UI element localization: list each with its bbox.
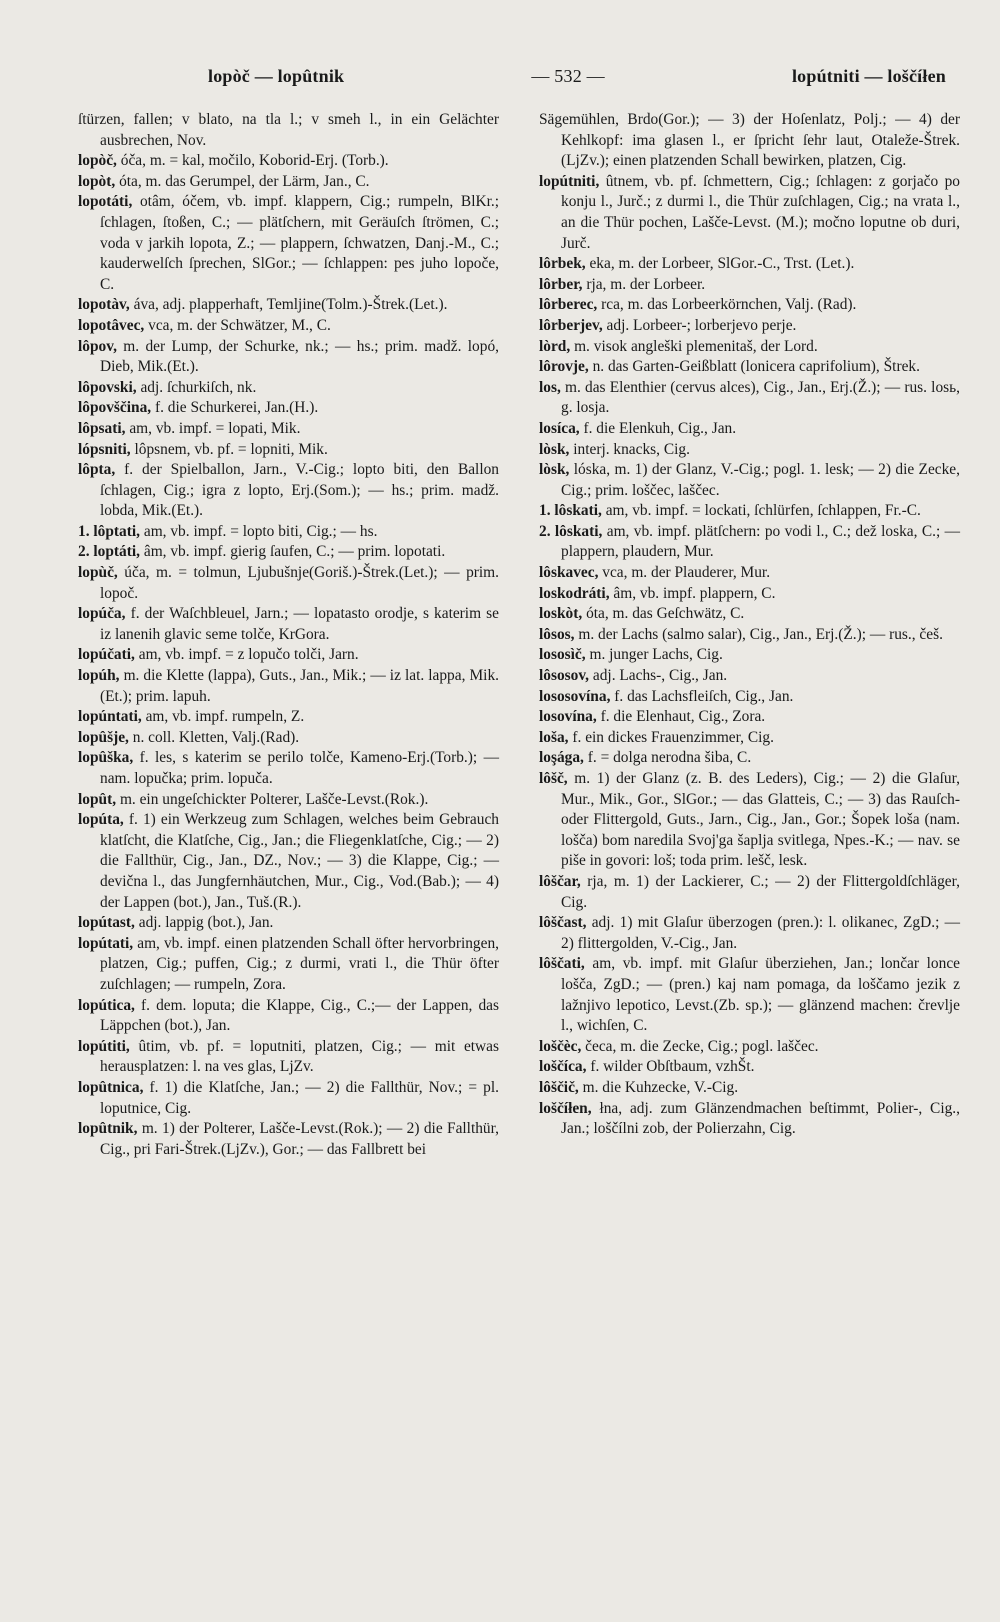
dictionary-entry: [539, 522, 960, 563]
entry-definition: âm, vb. impf. gierig ſaufen, C.; — prim. lopotati.: [143, 543, 446, 561]
dictionary-entry: [539, 645, 960, 666]
entry-definition: úča, m. = tolmun, Ljubušnje(Goriš.)-Štrek.(Let.); — prim. lopoč.: [100, 564, 499, 602]
entry-definition: f. dem. loputa; die Klappe, Cig., C.;— der Lappen, das Läppchen (bot.), Jan.: [100, 996, 499, 1035]
dictionary-entry: [539, 563, 960, 584]
entry-definition: m. die Klette (lappa), Guts., Jan., Mik.; — iz lat. lappa, Mik.(Et.); prim. lapuh.: [100, 667, 499, 705]
dictionary-entry: [78, 295, 499, 316]
entry-headword: loščíca,: [539, 1058, 587, 1076]
entry-definition: m. der Lachs (salmo salar), Cig., Jan., Erj.(Ž.); — rus., češ.: [578, 625, 943, 643]
entry-headword: lôrbek,: [539, 255, 586, 273]
entry-definition: interj. knacks, Cig.: [573, 440, 690, 458]
header-right-guideword: lopútniti — loščíłen: [791, 66, 946, 86]
entry-headword: lopúta,: [78, 811, 124, 829]
entry-headword: lopòč,: [78, 152, 117, 170]
dictionary-entry: [78, 913, 499, 934]
entry-headword: lòrd,: [539, 337, 571, 355]
dictionary-entry: [539, 172, 960, 254]
entry-headword: lôpta,: [78, 461, 116, 479]
dictionary-entry: [539, 604, 960, 625]
entry-definition: am, vb. impf. = lopto biti, Cig.; — hs.: [143, 522, 378, 540]
entry-definition: adj. Lorbeer-; lorberjevo perje.: [606, 316, 797, 334]
entry-headword: los,: [539, 378, 561, 396]
entry-definition: vca, m. der Plauderer, Mur.: [602, 564, 771, 582]
entry-definition: m. ein ungeſchickter Polterer, Lašče-Levst.(Rok.).: [119, 790, 429, 808]
dictionary-entry: [539, 872, 960, 913]
dictionary-entry: [539, 337, 960, 358]
entry-definition: rja, m. 1) der Lackierer, C.; — 2) der Flittergoldſchläger, Cig.: [561, 872, 960, 911]
dictionary-entry: [539, 501, 960, 522]
entry-headword: lososovína,: [539, 687, 611, 705]
entry-definition: f. der Spielballon, Jarn., V.-Cig.; lopto biti, den Ballon ſchlagen, Cig.; igra z lopto, Erj.(Som.); — hs.; prim. madž. lobda, Mik.(Et.).: [100, 461, 499, 520]
dictionary-entry: [539, 419, 960, 440]
entry-headword: loščèc,: [539, 1037, 582, 1055]
entry-headword: lopùč,: [78, 564, 118, 582]
entry-headword: lôpovščina,: [78, 399, 152, 417]
entry-headword: lopotáti,: [78, 193, 133, 211]
entry-headword: lôrberjev,: [539, 316, 603, 334]
entry-definition: óta, m. das Geſchwätz, C.: [586, 605, 745, 623]
entry-headword: lopòt,: [78, 172, 116, 190]
entry-definition: f. der Waſchbleuel, Jarn.; — lopatasto orodje, s katerim se iz lanenih glavic seme tolče, KrGora.: [100, 605, 499, 643]
left-column: [78, 110, 499, 1160]
entry-definition: ûtim, vb. pf. = loputniti, platzen, Cig.; — mit etwas herausplatzen: l. na ves glas, LjZv.: [100, 1037, 499, 1076]
entry-definition: f. die Elenkuh, Cig., Jan.: [583, 419, 737, 437]
entry-definition: lôpsnem, vb. pf. = lopniti, Mik.: [134, 440, 328, 458]
dictionary-entry: [78, 378, 499, 399]
entry-definition: óta, m. das Gerumpel, der Lärm, Jan., C.: [119, 172, 370, 190]
dictionary-entry: [539, 378, 960, 419]
header-left-guideword: lopòč — lopûtnik: [208, 66, 345, 86]
dictionary-entry: [539, 954, 960, 1036]
dictionary-entry: [539, 1099, 960, 1140]
entry-headword: lopûtnik,: [78, 1120, 138, 1138]
entry-headword: lopútniti,: [539, 172, 600, 190]
page-header: [78, 56, 960, 96]
entry-definition: m. 1) der Polterer, Lašče-Levst.(Rok.); — 2) die Fallthür, Cig., pri Fari-Štrek.(LjZv.), Gor.; — das Fallbrett bei: [100, 1120, 499, 1158]
entry-definition: čeca, m. die Zecke, Cig.; pogl. laščec.: [585, 1037, 819, 1055]
right-column: [539, 110, 960, 1160]
entry-headword: lopútati,: [78, 934, 134, 952]
entry-headword: lópsniti,: [78, 440, 131, 458]
entry-headword: loša,: [539, 728, 569, 746]
entry-definition: am, vb. impf. plätſchern: po vodi l., C.; dež loska, C.; — plappern, plaudern, Mur.: [561, 522, 960, 561]
entry-definition: f. les, s katerim se perilo tolče, Kameno-Erj.(Torb.); —nam. lopučka; prim. lopuča.: [100, 749, 499, 787]
dictionary-entry: [78, 151, 499, 172]
entry-definition: f. 1) ein Werkzeug zum Schlagen, welches beim Gebrauch klatſcht, die Klatſche, Cig., Jan.; die Fliegenklatſche, Cig.; — 2) die Fallthür, Cig., Jan., DZ., Nov.; — 3) die Klappe, Cig.; — devična l., das Jungfernhäutchen, Mur., Cig., Vod.(Bab.); — 4) der Lappen (bot.), Jan., Tuš.(R.).: [100, 811, 499, 911]
dictionary-entry: [78, 337, 499, 378]
dictionary-entry: [539, 625, 960, 646]
dictionary-entry: [78, 192, 499, 295]
entry-definition: ſtürzen, fallen; v blato, na tla l.; v smeh l., in ein Gelächter ausbrechen, Nov.: [78, 111, 499, 149]
entry-headword: lopotâvec,: [78, 316, 145, 334]
entry-definition: adj. Lachs-, Cig., Jan.: [592, 667, 728, 685]
entry-headword: 1. lôptati,: [78, 522, 140, 540]
entry-definition: f. das Lachsfleiſch, Cig., Jan.: [614, 687, 794, 705]
dictionary-entry: [78, 1037, 499, 1078]
entry-definition: f. die Schurkerei, Jan.(H.).: [154, 399, 319, 417]
entry-headword: lôpovski,: [78, 378, 137, 396]
entry-definition: adj. 1) mit Glaſur überzogen (pren.): l. olikanec, ZgD.; — 2) flittergolden, V.-Cig., Jan.: [561, 914, 960, 952]
entry-definition: otâm, óčem, vb. impf. klappern, Cig.; rumpeln, BlKr.; ſchlagen, ſtoßen, C.; — plätſchern, mit Geräuſch ſtrömen, C.; voda v jarkih lopota, Z.; — plappern, ſchwatzen, Danj.-M., C.; kauderwelſch ſprechen, SlGor.; — ſchlappen: pes juho lopoče, C.: [100, 193, 499, 293]
dictionary-entry: [539, 254, 960, 275]
entry-definition: eka, m. der Lorbeer, SlGor.-C., Trst. (Let.).: [589, 255, 855, 273]
dictionary-entry: [78, 604, 499, 645]
page-number: — 532 —: [531, 66, 605, 86]
entry-definition: óča, m. = kal, močilo, Koborid-Erj. (Torb.).: [120, 152, 389, 170]
entry-headword: lopúntati,: [78, 708, 142, 726]
entry-headword: lôpov,: [78, 337, 117, 355]
entry-definition: n. das Garten-Geißblatt (lonicera caprifolium), Štrek.: [592, 358, 920, 376]
entry-headword: loskodráti,: [539, 584, 610, 602]
dictionary-entry: [539, 460, 960, 501]
entry-definition: łna, adj. zum Glänzendmachen beſtimmt, Polier-, Cig., Jan.; loščílni zob, der Polierzahn, Cig.: [561, 1099, 960, 1138]
dictionary-entry: [78, 316, 499, 337]
dictionary-entry: [78, 563, 499, 604]
dictionary-entry: [539, 110, 960, 172]
entry-definition: m. visok angleški plemenitaš, der Lord.: [574, 337, 818, 355]
entry-headword: lôščati,: [539, 955, 585, 973]
dictionary-entry: [78, 748, 499, 789]
entry-headword: lôskavec,: [539, 564, 599, 582]
dictionary-entry: [539, 1078, 960, 1099]
entry-headword: lòsk,: [539, 440, 570, 458]
entry-headword: lôščič,: [539, 1078, 579, 1096]
dictionary-entry: [539, 1037, 960, 1058]
entry-headword: lopût,: [78, 790, 117, 808]
entry-definition: am, vb. impf. = lockati, ſchlürfen, ſchlappen, Fr.-C.: [605, 502, 921, 520]
dictionary-entry: [78, 419, 499, 440]
entry-headword: lopútica,: [78, 996, 135, 1014]
entry-definition: Sägemühlen, Brdo(Gor.); — 3) der Hoſenlatz, Polj.; — 4) der Kehlkopf: ima glasen l., er ſpricht ſehr laut, Otaleže-Štrek.(LjZv.); einen platzenden Schall bewirken, platzen, Cig.: [539, 111, 960, 170]
dictionary-entry: [539, 687, 960, 708]
entry-definition: f. = dolga nerodna šiba, C.: [587, 749, 752, 767]
dictionary-entry: [539, 707, 960, 728]
entry-headword: losíca,: [539, 419, 580, 437]
entry-definition: m. die Kuhzecke, V.-Cig.: [582, 1078, 739, 1096]
entry-definition: vca, m. der Schwätzer, M., C.: [148, 316, 331, 334]
dictionary-entry: [78, 810, 499, 913]
entry-headword: lôrberec,: [539, 296, 598, 314]
entry-headword: lôšč,: [539, 770, 568, 787]
entry-headword: lôščast,: [539, 914, 587, 932]
dictionary-entry: [539, 316, 960, 337]
entry-headword: lopútiti,: [78, 1037, 130, 1055]
dictionary-entry: [78, 790, 499, 811]
entry-headword: losovína,: [539, 708, 597, 726]
entry-definition: f. die Elenhaut, Cig., Zora.: [600, 708, 766, 726]
entry-definition: lóska, m. 1) der Glanz, V.-Cig.; pogl. 1. lesk; — 2) die Zecke, Cig.; prim. loščec, laščec.: [561, 461, 960, 499]
entry-definition: f. wilder Obſtbaum, vzhŠt.: [590, 1058, 755, 1076]
dictionary-entry: [78, 1078, 499, 1119]
dictionary-entry: [539, 275, 960, 296]
entry-headword: 1. lôskati,: [539, 502, 602, 520]
entry-headword: lopûška,: [78, 749, 134, 767]
dictionary-entry: [539, 769, 960, 872]
dictionary-entry: [78, 645, 499, 666]
entry-definition: rca, m. das Lorbeerkörnchen, Valj. (Rad).: [601, 296, 857, 314]
entry-definition: f. ein dickes Frauenzimmer, Cig.: [572, 728, 774, 746]
entry-headword: lososìč,: [539, 646, 586, 664]
entry-definition: am, vb. impf. = lopati, Mik.: [129, 419, 301, 437]
dictionary-entry: [78, 460, 499, 522]
entry-definition: m. 1) der Glanz (z. B. des Leders), Cig.; — 2) die Glaſur, Mur., Mik., Gor., SlGor.; — das Glatteis, C.; — 3) das Rauſch- oder Flittergold, Guts., Jarn., Cig., Jan., Gor.; Šopek loša (nam. lošča) bom naredila Svoj'ga šaplja svitlega, Npes.-K.; — nav. se piše in govori: loš; toda prim. lešč, lesk.: [561, 770, 960, 870]
dictionary-entry: [78, 666, 499, 707]
dictionary-entry: [539, 440, 960, 461]
entry-headword: lôpsati,: [78, 419, 126, 437]
entry-definition: n. coll. Kletten, Valj.(Rad).: [132, 728, 300, 746]
entry-headword: lopúčati,: [78, 646, 135, 664]
entry-headword: lopotàv,: [78, 296, 130, 314]
dictionary-entry: [78, 110, 499, 151]
dictionary-entry: [78, 440, 499, 461]
entry-headword: lôrber,: [539, 275, 583, 293]
entry-headword: lopûšje,: [78, 728, 129, 746]
entry-definition: am, vb. impf. einen platzenden Schall öfter hervorbringen, platzen, Cig.; puffen, Cig.; z durmi, vrati l., die Thür öfter zuſchlagen; — rumpeln, Zora.: [100, 934, 499, 993]
dictionary-entry: [78, 172, 499, 193]
dictionary-entry: [78, 1119, 499, 1160]
entry-headword: lòsk,: [539, 461, 570, 479]
entry-headword: 2. loptáti,: [78, 543, 140, 561]
entry-headword: loşága,: [539, 749, 584, 767]
dictionary-entry: [539, 748, 960, 769]
dictionary-entry: [539, 357, 960, 378]
entry-definition: am, vb. impf. mit Glaſur überziehen, Jan.; lončar lonce lošča, ZgD.; — (pren.) kaj nam pomaga, da loščamo jezik z lažnjivo lepotico, Levst.(Zb. sp.); — glänzend machen: črevlje l., wichſen, C.: [561, 955, 960, 1035]
dictionary-entry: [539, 295, 960, 316]
entry-definition: adj. ſchurkiſch, nk.: [140, 378, 257, 396]
dictionary-entry: [539, 913, 960, 954]
text-columns: [78, 110, 960, 1160]
entry-definition: am, vb. impf. = z lopučo tolči, Jarn.: [138, 646, 359, 664]
dictionary-entry: [539, 584, 960, 605]
dictionary-entry: [78, 996, 499, 1037]
entry-headword: lôščar,: [539, 872, 581, 890]
dictionary-entry: [539, 666, 960, 687]
entry-headword: loskòt,: [539, 605, 583, 623]
entry-definition: adj. lappig (bot.), Jan.: [138, 914, 274, 932]
entry-headword: lôrovje,: [539, 358, 589, 376]
dictionary-entry: [539, 1057, 960, 1078]
entry-definition: am, vb. impf. rumpeln, Z.: [145, 708, 305, 726]
entry-headword: lôsos,: [539, 625, 575, 643]
entry-definition: âm, vb. impf. plappern, C.: [613, 584, 776, 602]
entry-headword: 2. lôskati,: [539, 522, 603, 540]
dictionary-entry: [78, 522, 499, 543]
entry-definition: áva, adj. plapperhaft, Temljine(Tolm.)-Štrek.(Let.).: [133, 296, 448, 314]
dictionary-entry: [78, 398, 499, 419]
entry-definition: m. der Lump, der Schurke, nk.; — hs.; prim. madž. lopó, Dieb, Mik.(Et.).: [100, 337, 499, 376]
dictionary-entry: [78, 934, 499, 996]
dictionary-entry: [539, 728, 960, 749]
entry-definition: ûtnem, vb. pf. ſchmettern, Cig.; ſchlagen: z gorjačo po konju l., Jurč.; z durmi l., die Thür zuſchlagen, Cig.; na vrata l., an die Thür pochen, Lašče-Levst. (M.); močno loputne ob duri, Jurč.: [561, 172, 960, 252]
entry-headword: lopútast,: [78, 914, 135, 932]
entry-definition: rja, m. der Lorbeer.: [586, 275, 706, 293]
entry-headword: loščíłen,: [539, 1099, 592, 1117]
entry-definition: m. das Elenthier (cervus alces), Cig., Jan., Erj.(Ž.); — rus. losь, g. losja.: [561, 378, 960, 417]
dictionary-entry: [78, 728, 499, 749]
entry-headword: lopûtnica,: [78, 1078, 144, 1096]
entry-headword: lopúča,: [78, 605, 126, 623]
entry-headword: lopúh,: [78, 667, 120, 685]
entry-headword: lôsosov,: [539, 667, 590, 685]
entry-definition: f. 1) die Klatſche, Jan.; — 2) die Fallthür, Nov.; = pl. loputnice, Cig.: [100, 1078, 499, 1117]
entry-definition: m. junger Lachs, Cig.: [589, 646, 723, 664]
dictionary-entry: [78, 542, 499, 563]
dictionary-entry: [78, 707, 499, 728]
